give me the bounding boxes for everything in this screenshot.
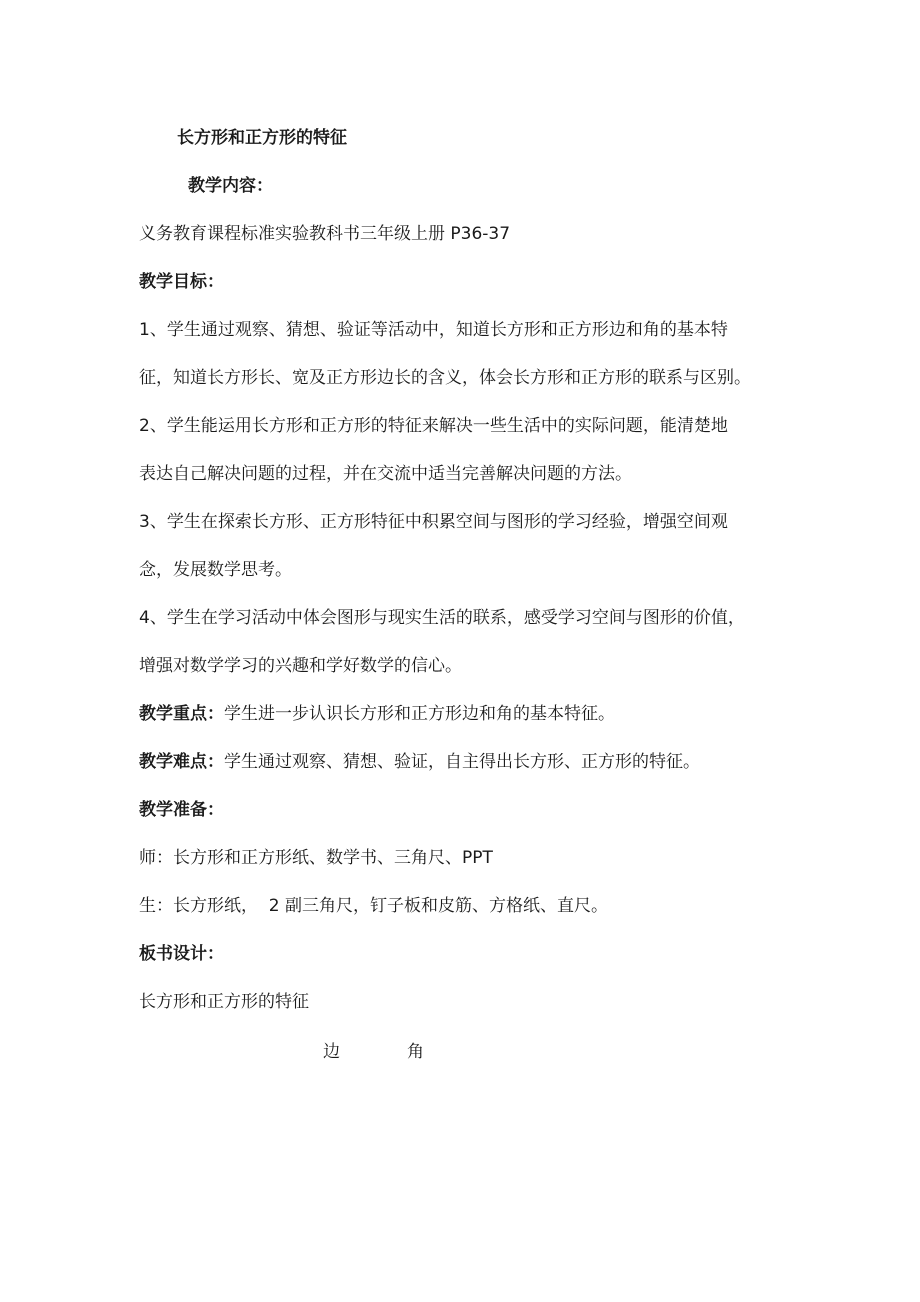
content-text: 义务教育课程标准实验教科书三年级上册 P36-37 <box>139 224 511 244</box>
prep-label: 教学准备： <box>139 800 224 820</box>
board-angle: 角 <box>407 1042 424 1062</box>
board-title: 长方形和正方形的特征 <box>139 992 309 1012</box>
prep-student: 生：长方形纸， 2 副三角尺，钉子板和皮筋、方格纸、直尺。 <box>139 896 609 916</box>
difficulty-text: 学生通过观察、猜想、验证，自主得出长方形、正方形的特征。 <box>224 752 700 772</box>
goal-line: 增强对数学学习的兴趣和学好数学的信心。 <box>139 656 462 676</box>
board-label: 板书设计： <box>139 944 224 964</box>
difficulty-line <box>139 750 700 774</box>
goal-line: 2、学生能运用长方形和正方形的特征来解决一些生活中的实际问题，能清楚地 <box>139 416 728 436</box>
difficulty-label: 教学难点： <box>139 752 224 772</box>
goal-line: 3、学生在探索长方形、正方形特征中积累空间与图形的学习经验，增强空间观 <box>139 512 728 532</box>
goal-line: 表达自己解决问题的过程，并在交流中适当完善解决问题的方法。 <box>139 464 632 484</box>
goal-line: 4、学生在学习活动中体会图形与现实生活的联系，感受学习空间与图形的价值， <box>139 608 745 628</box>
board-edge: 边 <box>323 1042 340 1062</box>
goals-label: 教学目标： <box>139 272 224 292</box>
goal-line: 征，知道长方形长、宽及正方形边长的含义，体会长方形和正方形的联系与区别。 <box>139 368 751 388</box>
key-point-text: 学生进一步认识长方形和正方形边和角的基本特征。 <box>224 704 615 724</box>
content-label: 教学内容： <box>188 176 273 196</box>
prep-teacher: 师：长方形和正方形纸、数学书、三角尺、PPT <box>139 848 493 868</box>
goal-line: 念，发展数学思考。 <box>139 560 292 580</box>
goal-line: 1、学生通过观察、猜想、验证等活动中，知道长方形和正方形边和角的基本特 <box>139 320 728 340</box>
document-title: 长方形和正方形的特征 <box>177 128 347 148</box>
key-point-line <box>139 702 615 726</box>
key-point-label: 教学重点： <box>139 704 224 724</box>
